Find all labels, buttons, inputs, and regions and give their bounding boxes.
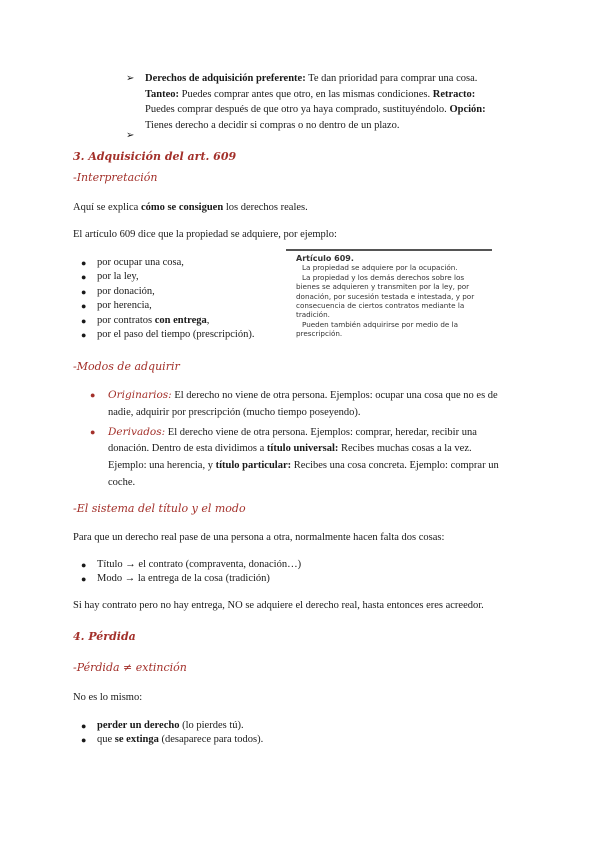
excerpt-line: Pueden también adquirirse por medio de la xyxy=(302,319,459,329)
excerpt-title: Artículo 609. xyxy=(296,254,354,263)
excerpt-line: consecuencia de ciertos contratos mediante la xyxy=(296,301,465,311)
modes-list xyxy=(90,388,530,491)
bold-term: cómo se consiguen xyxy=(140,202,224,213)
subsection-heading: -El sistema del título y el modo xyxy=(73,502,246,515)
text: por contratos xyxy=(97,314,155,326)
bold-term: Derechos de adquisición preferente: xyxy=(145,73,306,84)
text: , xyxy=(206,314,210,326)
article-609-excerpt xyxy=(286,249,492,341)
list-item xyxy=(73,719,263,733)
text: por la ley, xyxy=(97,271,139,283)
bold-term: Opción: xyxy=(449,104,486,115)
excerpt-line: donación, por sucesión testada e intestada, y por xyxy=(296,291,475,301)
list-item xyxy=(73,572,301,586)
bullet-icon: ● xyxy=(81,301,87,312)
mode-label: Derivados: xyxy=(108,425,166,438)
text: los derechos reales. xyxy=(223,202,308,213)
text: nadie, adquirir por prescripción (mucho tiempo poseyendo). xyxy=(108,406,361,418)
bullet-icon: ● xyxy=(81,258,87,268)
text: Ejemplo: una herencia, y xyxy=(108,460,216,471)
preferential-rights-item xyxy=(145,71,565,133)
text: Recibes una cosa concreta. Ejemplo: comprar un xyxy=(291,460,499,471)
text: coche. xyxy=(108,477,136,488)
list-item xyxy=(73,558,301,572)
list-item xyxy=(90,425,530,492)
paragraph: Si hay contrato pero no hay entrega, NO se adquiere el derecho real, hasta entonces eres acreedor. xyxy=(73,600,484,611)
bullet-icon: ● xyxy=(81,574,87,585)
subsection-heading: -Pérdida ≠ extinción xyxy=(73,661,187,674)
excerpt-line: prescripción. xyxy=(296,329,343,339)
section-heading: 3. Adquisición del art. 609 xyxy=(73,150,237,163)
list-item xyxy=(73,256,254,270)
excerpt-line: bienes se adquieren y transmiten por la ley, por xyxy=(296,282,470,292)
text: por ocupar una cosa, xyxy=(97,257,184,268)
loss-list xyxy=(73,719,263,748)
title-mode-list xyxy=(73,558,301,587)
bold-term: Tanteo: xyxy=(145,88,180,100)
bold-term: Retracto: xyxy=(432,88,476,100)
list-item xyxy=(90,388,530,422)
bullet-icon: ● xyxy=(81,721,87,731)
text: Tienes derecho a decidir si compras o no dentro de un plazo. xyxy=(145,119,400,131)
excerpt-line: tradición. xyxy=(296,310,330,320)
text: por donación, xyxy=(97,285,155,297)
subsection-heading: -Modos de adquirir xyxy=(73,360,180,373)
text: que xyxy=(97,734,115,746)
bullet-icon: ● xyxy=(81,315,87,326)
text: El derecho no viene de otra persona. Ejemplos: ocupar una cosa que no es de xyxy=(171,390,498,401)
bullet-icon: ● xyxy=(81,286,87,297)
excerpt-line: La propiedad y los demás derechos sobre los xyxy=(302,272,465,282)
bullet-icon: ● xyxy=(81,272,87,283)
acquisition-list xyxy=(73,256,254,342)
text: Puedes comprar después de que otro ya haya comprado, sustituyéndolo. xyxy=(145,104,447,115)
mode-label: Originarios: xyxy=(108,389,172,401)
subsection-heading: -Interpretación xyxy=(73,171,158,184)
text: donación. Dentro de esta dividimos a xyxy=(108,443,267,454)
bullet-icon: ● xyxy=(81,735,87,746)
list-item xyxy=(73,328,254,342)
text: El derecho viene de otra persona. Ejemplos: comprar, heredar, recibir una xyxy=(165,426,477,438)
arrow-bullet-icon: ➢ xyxy=(126,130,135,141)
text: por el paso del tiempo (prescripción). xyxy=(97,329,255,341)
text: (lo pierdes tú). xyxy=(179,720,244,731)
list-item xyxy=(73,270,254,284)
arrow-bullet-icon: ➢ xyxy=(126,73,135,84)
text: por herencia, xyxy=(97,300,152,312)
bold-term: título particular: xyxy=(215,460,292,471)
bullet-icon: ● xyxy=(81,330,87,341)
list-item xyxy=(73,314,254,328)
bullet-icon: ● xyxy=(81,560,87,570)
text: Aquí se explica xyxy=(73,202,141,213)
text: (desaparece para todos). xyxy=(158,734,264,746)
paragraph: No es lo mismo: xyxy=(73,692,143,703)
bold-term: título universal: xyxy=(266,443,339,454)
list-item xyxy=(73,299,254,313)
bold-term: con entrega xyxy=(154,314,207,326)
bullet-icon: ● xyxy=(90,390,96,400)
text: Te dan prioridad para comprar una cosa. xyxy=(305,73,478,84)
section-heading: 4. Pérdida xyxy=(73,630,136,643)
paragraph: El artículo 609 dice que la propiedad se adquiere, por ejemplo: xyxy=(73,229,337,240)
paragraph xyxy=(73,202,308,213)
bullet-icon: ● xyxy=(90,426,96,437)
text: Puedes comprar antes que otro, en las mismas condiciones. xyxy=(179,88,431,100)
paragraph: Para que un derecho real pase de una persona a otra, normalmente hacen falta dos cosas: xyxy=(73,532,445,543)
text: Modo → la entrega de la cosa (tradición) xyxy=(97,573,270,585)
list-item xyxy=(73,285,254,299)
bold-term: se extinga xyxy=(114,734,159,746)
excerpt-line: La propiedad se adquiere por la ocupación. xyxy=(302,263,458,273)
text: Título → el contrato (compraventa, donación…) xyxy=(97,559,302,570)
bold-term: perder un derecho xyxy=(97,720,180,731)
list-item xyxy=(73,733,263,747)
text: Recibes muchas cosas a la vez. xyxy=(338,443,472,454)
